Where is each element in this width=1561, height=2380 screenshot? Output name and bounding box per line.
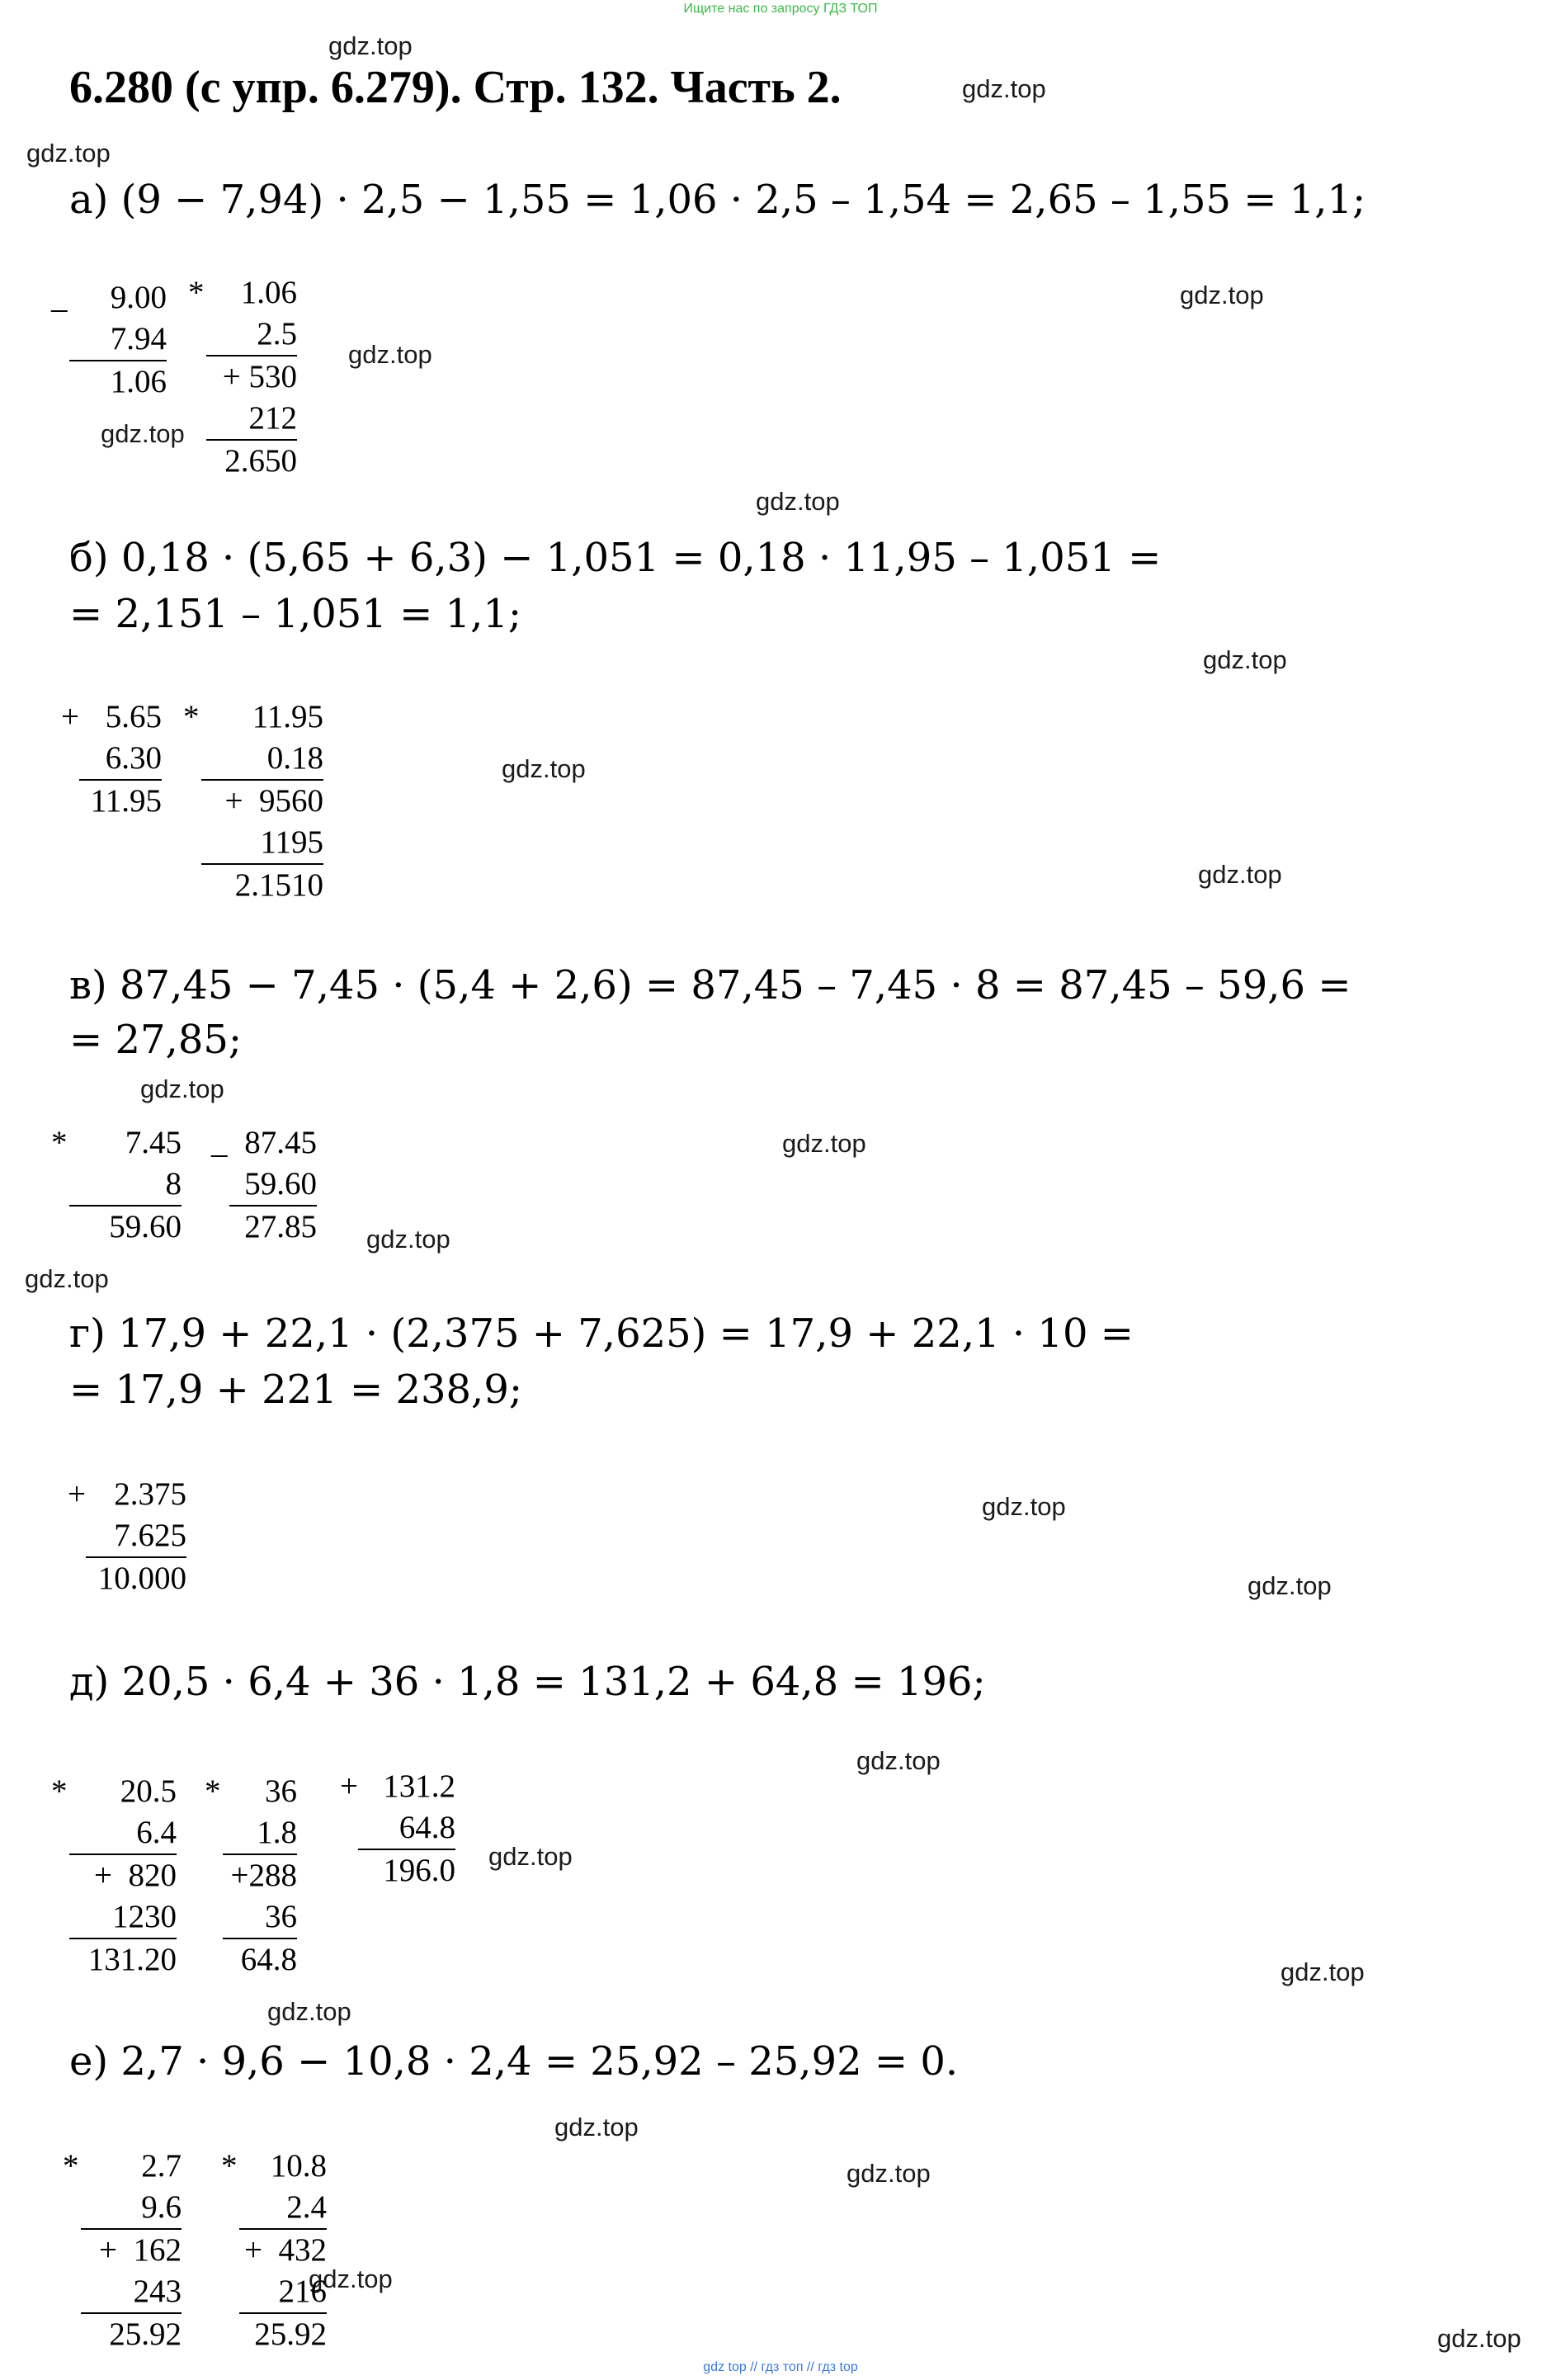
calc-row: 2.5 <box>206 314 297 357</box>
calc-row: 9.6 <box>81 2187 182 2230</box>
calc-row: 7.94 <box>69 319 167 361</box>
calc-row: 20.5 <box>120 1773 177 1809</box>
footer-links: gdz top // гдз топ // гдз top <box>703 2360 858 2374</box>
equation-b: б) 0,18 · (5,65 + 6,3) − 1,051 = 0,18 · 11,95 – 1,051 = <box>69 535 1162 581</box>
calc-row: 216 <box>239 2271 327 2314</box>
column-calc <box>183 697 323 906</box>
operation-sign: * <box>221 2148 238 2184</box>
calc-row: 243 <box>81 2271 182 2314</box>
calc-row: 64.8 <box>358 1807 455 1850</box>
watermark: gdz.top <box>140 1074 224 1103</box>
calc-row: 131.2 <box>383 1768 455 1804</box>
calc-result: 27.85 <box>244 1209 317 1244</box>
calc-row: 1230 <box>69 1896 177 1939</box>
calc-result: 25.92 <box>109 2316 182 2352</box>
calc-row: + 820 <box>94 1858 177 1893</box>
calc-row: 36 <box>265 1773 297 1809</box>
calc-row: 7.625 <box>86 1515 186 1558</box>
operation-sign: * <box>188 275 205 310</box>
search-hint: Ищите нас по запросу ГДЗ ТОП <box>683 2 878 16</box>
watermark: gdz.top <box>25 1264 109 1293</box>
calc-result: 10.000 <box>97 1561 186 1596</box>
operation-sign: * <box>183 699 200 734</box>
calc-row: 6.30 <box>79 738 162 781</box>
calc-row: 87.45 <box>244 1125 317 1160</box>
column-calc <box>205 1771 297 1981</box>
watermark: gdz.top <box>856 1746 941 1775</box>
column-calc <box>51 1122 182 1248</box>
watermark: gdz.top <box>756 487 840 516</box>
watermark: gdz.top <box>1180 281 1264 309</box>
calc-row: +288 <box>230 1858 297 1893</box>
equation-b-cont: = 2,151 – 1,051 = 1,1; <box>69 591 522 637</box>
calc-result: 11.95 <box>90 783 162 819</box>
calc-row: 59.60 <box>229 1164 317 1207</box>
calc-result: 59.60 <box>109 1209 182 1244</box>
calc-row: 11.95 <box>252 699 323 734</box>
equation-v: в) 87,45 − 7,45 · (5,4 + 2,6) = 87,45 – 7,45 · 8 = 87,45 – 59,6 = <box>69 962 1351 1008</box>
equation-a: а) (9 − 7,94) · 2,5 − 1,55 = 1,06 · 2,5 – 1,54 = 2,65 – 1,55 = 1,1; <box>69 177 1366 223</box>
watermark: gdz.top <box>348 340 432 369</box>
operation-sign: + <box>61 699 79 734</box>
column-calc <box>63 2146 182 2355</box>
watermark: gdz.top <box>488 1842 573 1871</box>
calc-row: 8 <box>69 1164 182 1207</box>
operation-sign: * <box>51 1773 68 1809</box>
operation-sign: _ <box>211 1125 228 1160</box>
calc-row: 7.45 <box>125 1125 182 1160</box>
equation-g-cont: = 17,9 + 221 = 238,9; <box>69 1367 523 1413</box>
calc-row: + 432 <box>244 2232 327 2268</box>
calc-row: 1195 <box>201 822 323 865</box>
column-calc <box>221 2146 327 2355</box>
watermark: gdz.top <box>502 754 586 783</box>
watermark: gdz.top <box>962 74 1046 103</box>
calc-row: 212 <box>206 398 297 441</box>
watermark: gdz.top <box>1203 645 1287 674</box>
watermark: gdz.top <box>267 1997 351 2026</box>
calc-row: 2.4 <box>239 2187 327 2230</box>
operation-sign: * <box>205 1773 221 1809</box>
watermark: gdz.top <box>1247 1571 1332 1600</box>
operation-sign: * <box>63 2148 79 2184</box>
watermark: gdz.top <box>1198 860 1282 889</box>
calc-row: 6.4 <box>69 1812 177 1855</box>
calc-row: 1.8 <box>223 1812 297 1855</box>
equation-g: г) 17,9 + 22,1 · (2,375 + 7,625) = 17,9 + 22,1 · 10 = <box>69 1310 1134 1357</box>
operation-sign: _ <box>51 280 68 315</box>
page-title: 6.280 (с упр. 6.279). Стр. 132. Часть 2. <box>69 62 842 113</box>
watermark: gdz.top <box>1437 2324 1521 2353</box>
watermark: gdz.top <box>982 1492 1066 1521</box>
calc-row: + 162 <box>99 2232 182 2268</box>
calc-row: 10.8 <box>270 2148 327 2184</box>
column-calc <box>51 1771 177 1981</box>
equation-e: е) 2,7 · 9,6 − 10,8 · 2,4 = 25,92 – 25,92 = 0. <box>69 2038 959 2085</box>
watermark: gdz.top <box>366 1225 450 1254</box>
calc-row: + 530 <box>222 359 297 394</box>
watermark: gdz.top <box>554 2113 639 2142</box>
calc-result: 25.92 <box>254 2316 327 2352</box>
watermark: gdz.top <box>309 2264 393 2293</box>
column-calc <box>68 1474 186 1599</box>
calc-row: 9.00 <box>110 280 167 315</box>
calc-row: 2.375 <box>114 1476 186 1512</box>
column-calc <box>211 1122 317 1248</box>
watermark: gdz.top <box>26 139 111 168</box>
calc-row: 36 <box>223 1896 297 1939</box>
equation-d: д) 20,5 · 6,4 + 36 · 1,8 = 131,2 + 64,8 = 196; <box>69 1659 986 1705</box>
calc-result: 131.20 <box>87 1942 177 1977</box>
calc-result: 196.0 <box>383 1853 455 1888</box>
calc-result: 2.650 <box>224 443 297 479</box>
equation-v-cont: = 27,85; <box>69 1017 243 1063</box>
calc-row: 1.06 <box>240 275 297 310</box>
column-calc <box>61 697 162 822</box>
calc-row: 0.18 <box>201 738 323 781</box>
watermark: gdz.top <box>1280 1957 1365 1986</box>
watermark: gdz.top <box>847 2159 931 2188</box>
calc-row: 2.7 <box>141 2148 182 2184</box>
watermark: gdz.top <box>328 31 413 60</box>
column-calc <box>340 1766 455 1891</box>
calc-row: 5.65 <box>105 699 162 734</box>
watermark: gdz.top <box>782 1129 866 1158</box>
calc-result: 64.8 <box>240 1942 297 1977</box>
column-calc <box>188 272 297 482</box>
watermark: gdz.top <box>101 419 185 448</box>
calc-result: 1.06 <box>110 364 167 399</box>
operation-sign: + <box>68 1476 86 1512</box>
column-calc <box>51 277 167 403</box>
calc-result: 2.1510 <box>234 867 323 903</box>
operation-sign: * <box>51 1125 68 1160</box>
operation-sign: + <box>340 1768 358 1804</box>
calc-row: + 9560 <box>224 783 323 819</box>
